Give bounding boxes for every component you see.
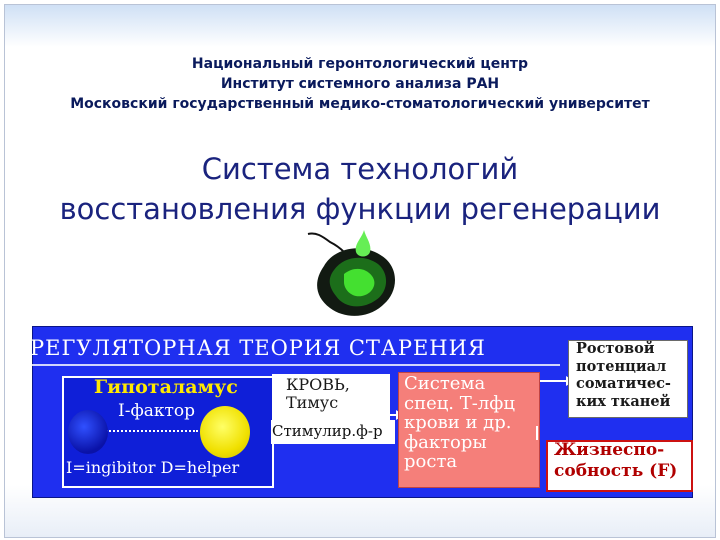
green-leaf-illustration [304,226,404,326]
dotted-connector [106,430,198,432]
slide-title-line-2: восстановления функции регенерации [59,192,661,226]
blood-system-text [404,374,515,472]
growth-potential-text [576,340,671,410]
inhibitor-circle [68,410,108,454]
panel-heading: РЕГУЛЯТОРНАЯ ТЕОРИЯ СТАРЕНИЯ [30,336,486,360]
system-line: роста [404,451,458,472]
arrow-to-growth [540,380,568,382]
institution-line-3: Московский государственный медико-стоматологический университет [70,96,650,112]
system-line: факторы [404,431,487,453]
growth-line: соматичес- [576,375,671,392]
thymus-label: Тимус [286,393,339,412]
viability-text [554,440,677,482]
arrow-to-viability [536,426,538,440]
growth-line: потенциал [576,357,667,375]
hypothalamus-label: Гипоталамус [94,376,238,398]
growth-line: Ростовой [576,340,655,357]
heading-underline [30,364,560,366]
inhibitor-helper-legend: I=ingibitor D=helper [66,458,240,477]
system-line: спец. Т-лфц [404,392,515,414]
slide-title-line-1: Система технологий [201,152,519,186]
arrow-to-system [350,414,398,416]
system-line: крови и др. [404,412,512,433]
viability-line: Жизнеспо- [554,440,665,460]
system-line: Система [404,373,486,394]
viability-line: собность (F) [554,461,678,481]
stimulating-factor-label: Стимулир.ф-р [272,422,383,440]
i-factor-label: I-фактор [118,401,196,421]
blood-label: КРОВЬ, [286,375,350,394]
helper-circle [200,406,250,458]
institution-line-2: Институт системного анализа РАН [220,76,500,92]
blood-thymus-label [286,376,350,412]
growth-line: ких тканей [576,392,671,410]
institution-line-1: Национальный геронтологический центр [191,56,529,72]
